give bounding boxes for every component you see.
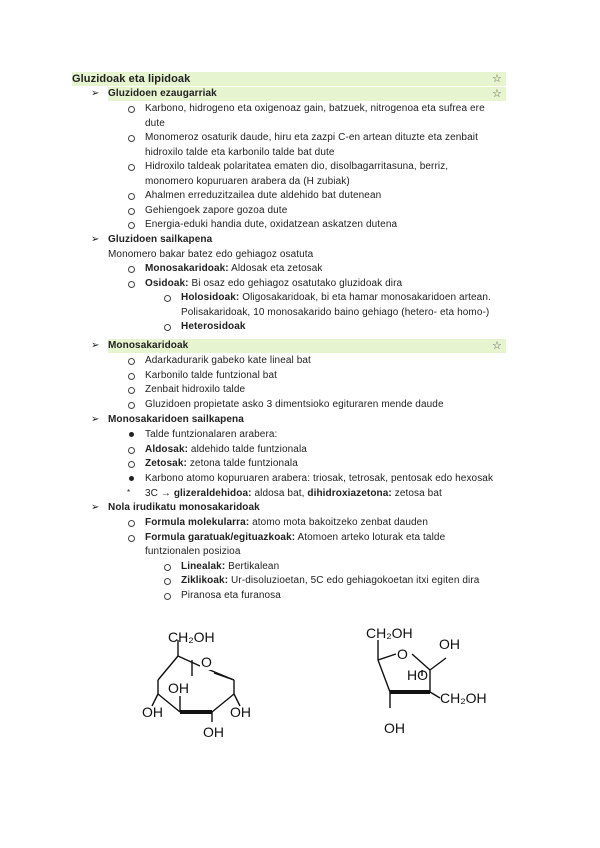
- list-item: Energia-eduki handia dute, oxidatzean askatzen dutena: [145, 219, 398, 230]
- asterisk-bullet-icon: *: [127, 488, 131, 497]
- term-text: Atomoen arteko loturak eta talde: [295, 532, 446, 543]
- arrow-bullet-icon: ➢: [91, 502, 100, 513]
- arrow-bullet-icon: ➢: [91, 88, 100, 99]
- star-icon: ☆: [492, 88, 502, 100]
- list-item-piranosa: Piranosa eta furanosa: [181, 590, 281, 601]
- list-item: Monomeroz osaturik daude, hiru eta zazpi C-en artean dituzte eta zenbait: [145, 132, 478, 143]
- term-text: zetosa bat: [391, 488, 442, 499]
- circle-bullet-icon: [128, 447, 135, 454]
- circle-bullet-icon: [164, 295, 171, 302]
- list-item-monosakaridoak: [145, 262, 322, 276]
- circle-bullet-icon: [164, 564, 171, 571]
- list-item-heterosidoak: Heterosidoak: [181, 321, 246, 332]
- term-text: Oligosakaridoak, bi eta hamar monosakaridoen artean.: [239, 292, 491, 303]
- circle-bullet-icon: [164, 324, 171, 331]
- pyranose-oh-label: OH: [142, 704, 163, 720]
- list-item-ziklikoak: [181, 574, 479, 588]
- list-item-continued: hidroxilo talde eta karbonilo talde bat dute: [145, 147, 335, 158]
- circle-bullet-icon: [128, 387, 135, 394]
- circle-bullet-icon: [128, 106, 135, 113]
- section-heading-sailkapena: Gluzidoen sailkapena: [108, 234, 213, 245]
- term-label: Formula molekularra:: [145, 517, 250, 528]
- term-text: atomo mota bakoitzeko zenbat dauden: [249, 517, 428, 528]
- term-label: Aldosak:: [145, 444, 189, 455]
- term-label: Zetosak:: [145, 458, 187, 469]
- term-text: Bertikalean: [225, 561, 280, 572]
- circle-bullet-icon: [128, 358, 135, 365]
- list-item-formula-molekularra: [145, 516, 428, 530]
- list-item-continued: Polisakaridoak, 10 monosakarido baino gehiago (hetero- eta homo-): [181, 307, 490, 318]
- list-item-zetosak: [145, 457, 298, 471]
- list-item-3c: [145, 487, 442, 501]
- circle-bullet-icon: [128, 135, 135, 142]
- term-label: Monosakaridoak:: [145, 263, 229, 274]
- term-label: Ziklikoak:: [181, 575, 229, 586]
- circle-bullet-icon: [128, 373, 135, 380]
- list-item: Karbonilo talde funtzional bat: [145, 370, 277, 381]
- term-text: Aldosak eta zetosak: [228, 263, 323, 274]
- circle-bullet-icon: [128, 222, 135, 229]
- furanose-structure: [360, 618, 510, 748]
- furanose-oh-label: OH: [384, 720, 405, 736]
- furanose-oh-label: OH: [439, 636, 460, 652]
- arrow-bullet-icon: ➢: [91, 234, 100, 245]
- term-text: Bi osaz edo gehiagoz osatutako gluzidoak dira: [188, 278, 403, 289]
- list-item: Gehiengoek zapore gozoa dute: [145, 205, 288, 216]
- section-heading-irudikatu: Nola irudikatu monosakaridoak: [108, 502, 260, 513]
- list-item: Gluzidoen propietate asko 3 dimentsioko egituraren mende daude: [145, 399, 444, 410]
- list-item-continued: funtzionalen posizioa: [145, 546, 241, 557]
- page-title: Gluzidoak eta lipidoak: [72, 72, 506, 86]
- list-item-linealak: [181, 560, 279, 574]
- list-item: Talde funtzionalaren arabera:: [145, 429, 278, 440]
- list-item-formula-garatuak: [145, 531, 445, 545]
- term-text: Ur-disoluzioetan, 5C edo gehiagokoetan itxi egiten dira: [228, 575, 480, 586]
- circle-bullet-icon: [128, 266, 135, 273]
- circle-bullet-icon: [128, 164, 135, 171]
- term-label: dihidroxiazetona:: [307, 488, 392, 499]
- filled-bullet-icon: [129, 476, 134, 481]
- list-item-holosidoak: [181, 291, 491, 305]
- list-item-continued: dute: [145, 118, 165, 129]
- furanose-ring-oxygen-label: O: [397, 646, 408, 662]
- list-item: Adarkadurarik gabeko kate lineal bat: [145, 355, 311, 366]
- circle-bullet-icon: [164, 578, 171, 585]
- section-heading-ezaugarriak: Gluzidoen ezaugarriak: [108, 87, 506, 101]
- circle-bullet-icon: [128, 535, 135, 542]
- term-label: Holosidoak:: [181, 292, 240, 303]
- section-heading-monosakaridoen-sailkapena: Monosakaridoen sailkapena: [108, 414, 244, 425]
- circle-bullet-icon: [128, 281, 135, 288]
- furanose-ho-label: HO: [407, 667, 428, 683]
- term-text: aldehido talde funtzionala: [188, 444, 307, 455]
- circle-bullet-icon: [128, 461, 135, 468]
- list-item-aldosak: [145, 443, 307, 457]
- term-label: Formula garatuak/egituazkoak:: [145, 532, 296, 543]
- arrow-bullet-icon: ➢: [91, 414, 100, 425]
- term-label: Osidoak:: [145, 278, 189, 289]
- pyranose-oh-label: OH: [168, 680, 189, 696]
- circle-bullet-icon: [128, 402, 135, 409]
- pyranose-ch2oh-label: CH₂OH: [168, 629, 215, 645]
- list-item-continued: monomero kopuruaren arabera da (H zubiak): [145, 176, 350, 187]
- term-label: Linealak:: [181, 561, 226, 572]
- arrow-bullet-icon: ➢: [91, 340, 100, 351]
- circle-bullet-icon: [164, 593, 171, 600]
- filled-bullet-icon: [129, 432, 134, 437]
- term-text: 3C →: [145, 488, 174, 499]
- list-item-osidoak: [145, 277, 402, 291]
- star-icon: ☆: [492, 340, 502, 352]
- circle-bullet-icon: [128, 520, 135, 527]
- pyranose-structure: [130, 618, 270, 748]
- term-text: aldosa bat,: [251, 488, 308, 499]
- pyranose-ring-oxygen-label: O: [201, 654, 212, 670]
- list-item: Ahalmen erreduzitzailea dute aldehido bat dutenean: [145, 190, 382, 201]
- section-heading-monosakaridoak: Monosakaridoak: [108, 339, 506, 353]
- pyranose-oh-label: OH: [230, 704, 251, 720]
- term-label: glizeraldehidoa:: [173, 488, 252, 499]
- term-text: zetona talde funtzionala: [186, 458, 298, 469]
- list-item: Karbono, hidrogeno eta oxigenoaz gain, batzuek, nitrogenoa eta sufrea ere: [145, 103, 485, 114]
- list-item: Hidroxilo taldeak polaritatea ematen dio, disolbagarritasuna, berriz,: [145, 161, 449, 172]
- pyranose-bonds: [152, 640, 240, 722]
- section-intro: Monomero bakar batez edo gehiagoz osatuta: [108, 249, 314, 260]
- list-item: Zenbait hidroxilo talde: [145, 384, 246, 395]
- circle-bullet-icon: [128, 208, 135, 215]
- pyranose-oh-label: OH: [203, 724, 224, 740]
- circle-bullet-icon: [128, 193, 135, 200]
- list-item: Karbono atomo kopuruaren arabera: triosak, tetrosak, pentosak edo hexosak: [145, 473, 494, 484]
- furanose-ch2oh-label: CH₂OH: [440, 690, 487, 706]
- furanose-ch2oh-label: CH₂OH: [366, 625, 413, 641]
- star-icon: ☆: [492, 73, 502, 85]
